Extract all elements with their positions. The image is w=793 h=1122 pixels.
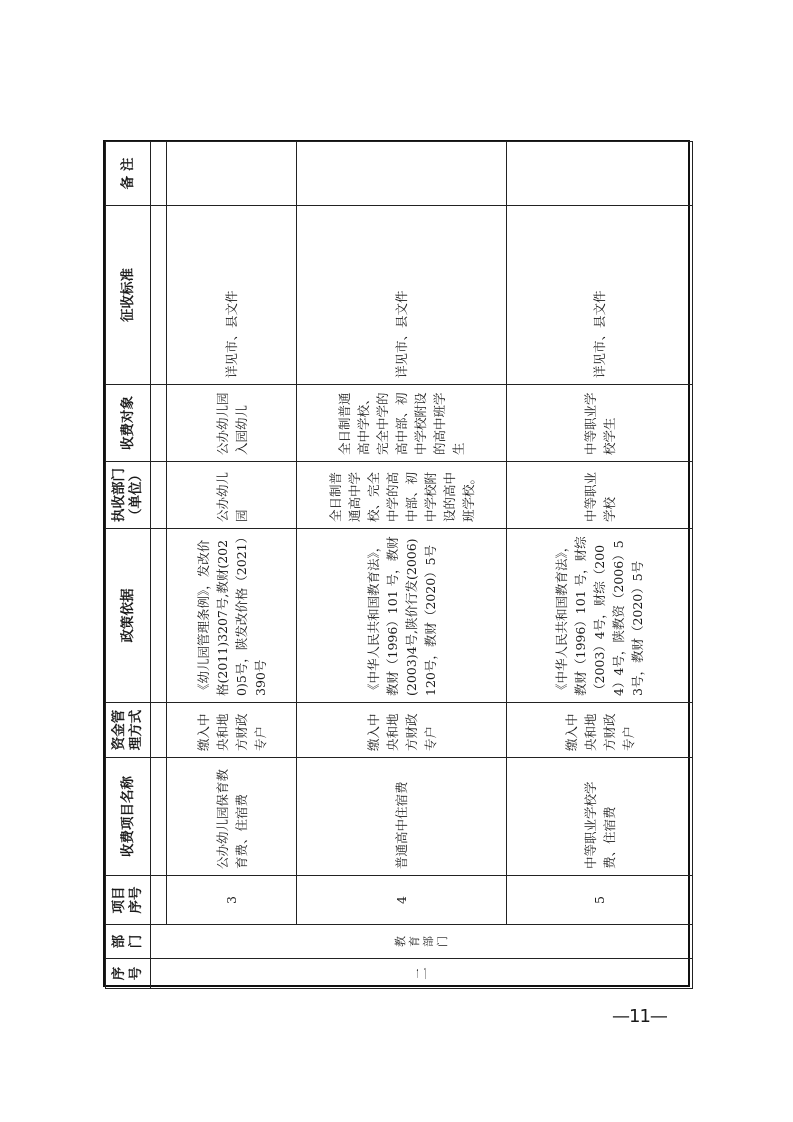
remark xyxy=(167,142,297,206)
empty-cell xyxy=(151,876,167,925)
exec-dept: 公办幼儿园 xyxy=(167,462,297,529)
header-policy: 政策依据 xyxy=(106,529,151,703)
item-seq: 4 xyxy=(297,876,507,925)
exec-dept: 中等职业学校 xyxy=(507,462,693,529)
header-seq: 序号 xyxy=(106,959,151,989)
policy-basis: 《中华人民共和国教育法》，教财（1996）101 号，教财(2003)4号,陕价行发(2006)120号，教财（2020）5号 xyxy=(297,529,507,703)
remark xyxy=(507,142,693,206)
header-target: 收费对象 xyxy=(106,385,151,462)
page-number: —11— xyxy=(612,1006,667,1027)
remark xyxy=(297,142,507,206)
empty-cell xyxy=(151,142,167,206)
empty-cell xyxy=(151,529,167,703)
table-row xyxy=(167,142,297,989)
empty-cell xyxy=(151,703,167,758)
table-row xyxy=(297,142,507,989)
header-dept: 部门 xyxy=(106,925,151,959)
empty-cell xyxy=(151,385,167,462)
fee-target: 中等职业学校学生 xyxy=(507,385,693,462)
fee-target: 公办幼儿园入园幼儿 xyxy=(167,385,297,462)
header-item-seq: 项目序号 xyxy=(106,876,151,925)
item-seq: 3 xyxy=(167,876,297,925)
item-name: 普通高中住宿费 xyxy=(297,758,507,876)
section-dept: 教育部门 xyxy=(151,925,693,959)
rotated-table-container xyxy=(105,142,692,989)
fund-mgmt: 缴入中央和地方财政专户 xyxy=(297,703,507,758)
item-seq: 5 xyxy=(507,876,693,925)
exec-dept: 全日制普通高中学校、完全中学的高中部、初中学校附设的高中班学校。 xyxy=(297,462,507,529)
header-row xyxy=(106,142,151,989)
section-row xyxy=(151,142,167,989)
section-seq: 二 xyxy=(151,959,693,989)
header-remark: 备 注 xyxy=(106,142,151,206)
fund-mgmt: 缴入中央和地方财政专户 xyxy=(167,703,297,758)
header-fund-mgmt: 资金管理方式 xyxy=(106,703,151,758)
empty-cell xyxy=(151,758,167,876)
fee-standard: 详见市、县文件 xyxy=(167,206,297,385)
header-standard: 征收标准 xyxy=(106,206,151,385)
fee-standard: 详见市、县文件 xyxy=(507,206,693,385)
empty-cell xyxy=(151,462,167,529)
item-name: 公办幼儿园保育教育费、住宿费 xyxy=(167,758,297,876)
table-row xyxy=(507,142,693,989)
policy-basis: 《中华人民共和国教育法》，教财（1996）101 号，财综（2003）4号，财综（2004）4号，陕教资（2006）53号，教财（2020）5号 xyxy=(507,529,693,703)
fee-table xyxy=(105,141,693,989)
header-item-name: 收费项目名称 xyxy=(106,758,151,876)
fee-standard: 详见市、县文件 xyxy=(297,206,507,385)
fund-mgmt: 缴入中央和地方财政专户 xyxy=(507,703,693,758)
fee-table-frame xyxy=(103,140,690,987)
policy-basis: 《幼儿园管理条例》，发改价格(2011)3207号,教财(2020)5号，陕发改价格（2021）390号 xyxy=(167,529,297,703)
header-exec-dept: 执收部门（单位） xyxy=(106,462,151,529)
empty-cell xyxy=(151,206,167,385)
fee-target: 全日制普通高中学校、完全中学的高中部、初中学校附设的高中班学生 xyxy=(297,385,507,462)
item-name: 中等职业学校学费、住宿费 xyxy=(507,758,693,876)
